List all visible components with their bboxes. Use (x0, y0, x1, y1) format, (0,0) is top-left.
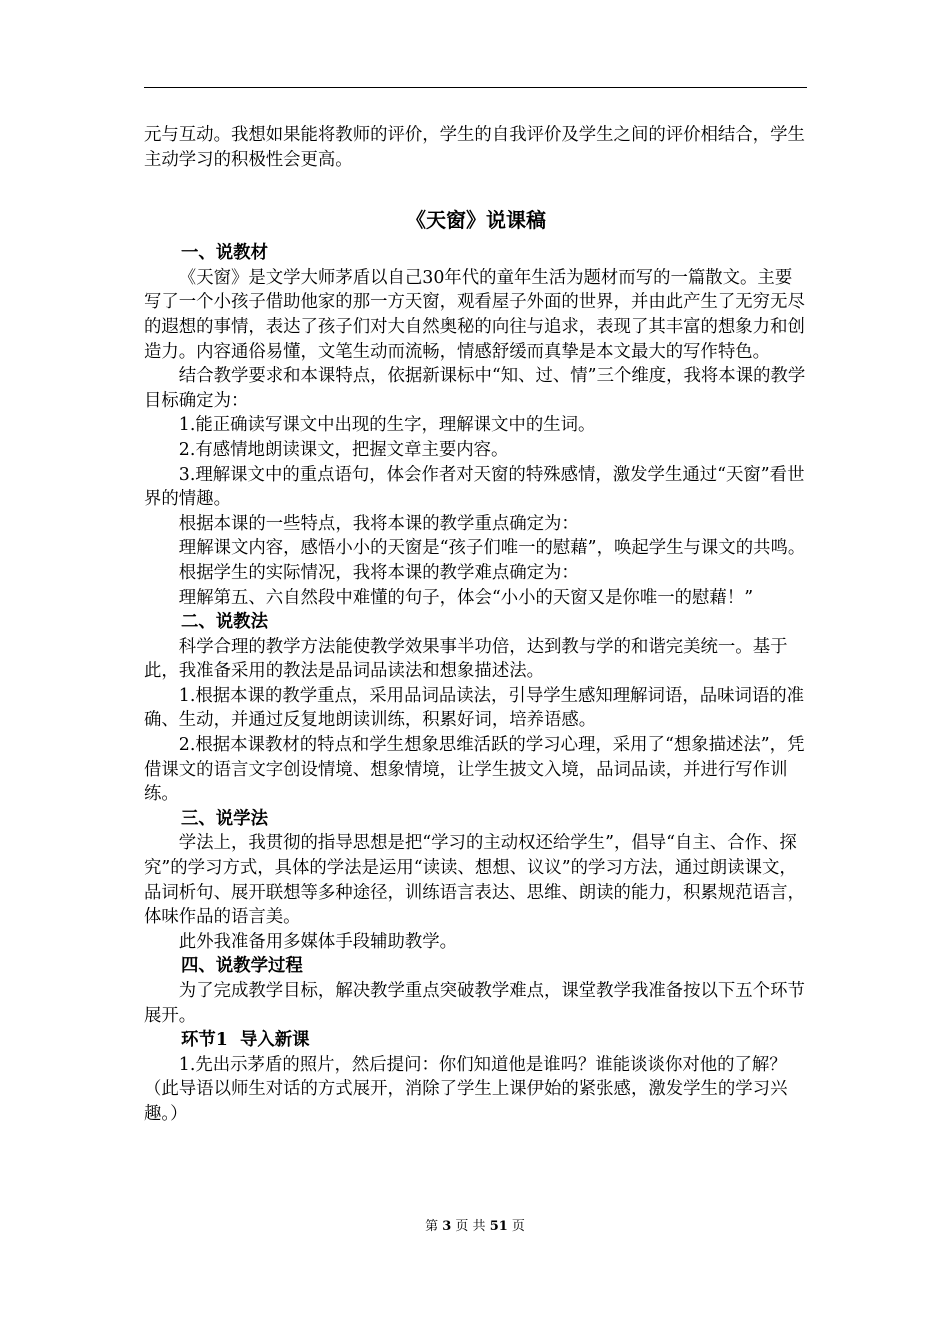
goal-item-3: 3.理解课文中的重点语句，体会作者对天窗的特殊感情，激发学生通过“天窗”看世界的情趣。 (144, 464, 805, 510)
section-heading-4: 四、说教学过程 (181, 956, 303, 977)
paragraph: 学法上，我贯彻的指导思想是把“学习的主动权还给学生”，倡导“自主、合作、探究”的学习方式，具体的学法是运用“读读、想想、议议”的学习方法，通过朗读课文，品词析句、展开联想等多种途径，训练语言表达、思维、朗读的能力，积累规范语言，体味作品的语言美。 (144, 833, 805, 928)
paragraph: 1.根据本课的教学重点，采用品词品读法，引导学生感知理解词语，品味词语的准确、生动，并通过反复地朗读训练，积累好词，培养语感。 (144, 685, 805, 731)
paragraph: 根据学生的实际情况，我将本课的教学难点确定为： (178, 562, 579, 583)
goal-item-1: 1.能正确读写课文中出现的生字，理解课文中的生词。 (178, 415, 596, 436)
section-heading-3: 三、说学法 (181, 808, 268, 829)
goal-item-2: 2.有感情地朗读课文，把握文章主要内容。 (178, 439, 509, 460)
document-body (144, 123, 808, 1127)
footer-prefix: 第 (425, 1219, 439, 1234)
step-heading-1: 环节1 导入新课 (181, 1030, 310, 1051)
paragraph: 1.先出示茅盾的照片，然后提问：你们知道他是谁吗？谁能谈谈你对他的了解？（此导语以师生对话的方式展开，消除了学生上课伊始的紧张感，激发学生的学习兴趣。） (144, 1054, 788, 1124)
paragraph: 为了完成教学目标，解决教学重点突破教学难点，课堂教学我准备按以下五个环节展开。 (144, 981, 805, 1026)
paragraph: 理解第五、六自然段中难懂的句子，体会“小小的天窗又是你唯一的慰藉！” (178, 587, 754, 608)
section-heading-2: 二、说教法 (181, 612, 268, 633)
paragraph: 根据本课的一些特点，我将本课的教学重点确定为： (178, 513, 579, 534)
footer-total-pages: 51 (489, 1219, 508, 1234)
footer-suffix: 页 (511, 1219, 525, 1234)
paragraph: 此外我准备用多媒体手段辅助教学。 (178, 931, 458, 952)
continuation-paragraph: 元与互动。我想如果能将教师的评价，学生的自我评价及学生之间的评价相结合，学生主动学习的积极性会更高。 (144, 125, 805, 170)
footer-page-number: 3 (442, 1219, 452, 1234)
paragraph: 2.根据本课教材的特点和学生想象思维活跃的学习心理，采用了“想象描述法”，凭借课文的语言文字创设情境、想象情境，让学生披文入境，品词品读，并进行写作训练。 (144, 735, 805, 805)
paragraph: 《天窗》是文学大师茅盾以自己30年代的童年生活为题材而写的一篇散文。主要写了一个小孩子借助他家的那一方天窗，观看屋子外面的世界，并由此产生了无穷无尽的遐想的事情，表达了孩子们对大自然奥秘的向往与追求，表现了其丰富的想象力和创造力。内容通俗易懂，文笔生动而流畅，情感舒缓而真挚是本文最大的写作特色。 (144, 267, 805, 362)
paragraph: 科学合理的教学方法能使教学效果事半功倍，达到教与学的和谐完美统一。基于此，我准备采用的教法是品词品读法和想象描述法。 (144, 636, 788, 682)
page-title: 《天窗》说课稿 (406, 208, 546, 233)
header-rule (144, 87, 807, 88)
section-heading-1: 一、说教材 (181, 243, 268, 264)
page-footer (0, 1219, 950, 1235)
footer-middle: 页 共 (455, 1219, 486, 1234)
paragraph: 结合教学要求和本课特点，依据新课标中“知、过、情”三个维度，我将本课的教学目标确定为： (144, 366, 806, 411)
paragraph: 理解课文内容，感悟小小的天窗是“孩子们唯一的慰藉”，唤起学生与课文的共鸣。 (178, 538, 806, 559)
